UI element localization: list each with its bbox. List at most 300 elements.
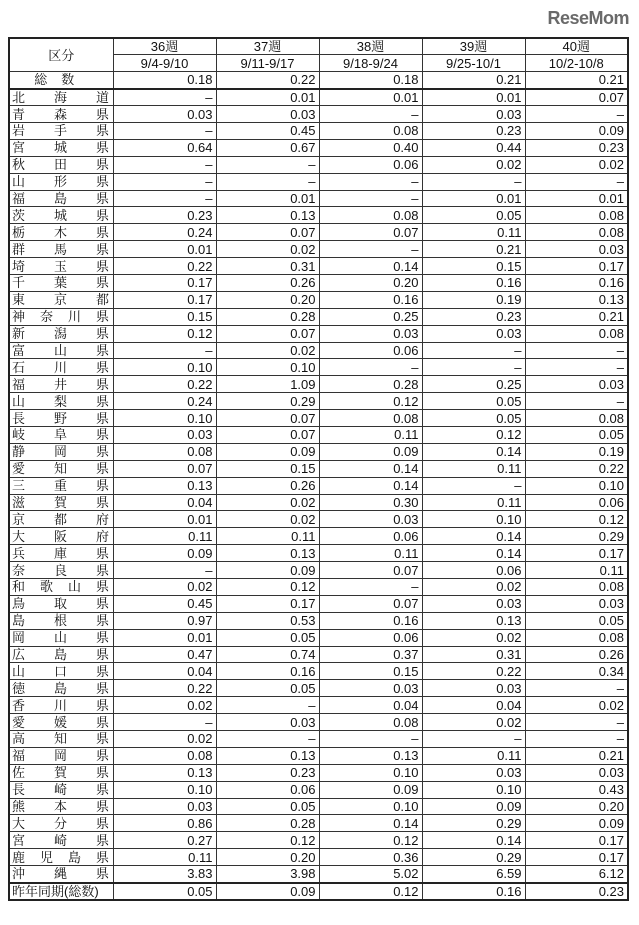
table-row — [9, 612, 628, 629]
prefecture-name: 長崎県 — [12, 782, 138, 798]
prefecture-name: 和歌山県 — [12, 579, 124, 595]
prefecture-name: 山梨県 — [12, 393, 138, 409]
prefecture-name: 宮城県 — [12, 140, 138, 156]
rate-value: 0.10 — [113, 781, 216, 798]
prefecture-name: 岡山県 — [12, 630, 138, 646]
rate-value: 0.21 — [422, 241, 525, 258]
rate-value: 0.13 — [113, 477, 216, 494]
rate-value: 0.16 — [319, 291, 422, 308]
rate-value: 0.44 — [422, 139, 525, 156]
rate-value: 0.01 — [422, 89, 525, 106]
rate-value: 0.13 — [216, 545, 319, 562]
prefecture-name: 徳島県 — [12, 680, 138, 696]
rate-value: – — [422, 477, 525, 494]
rate-value: 0.03 — [319, 680, 422, 697]
rate-value: 0.26 — [216, 477, 319, 494]
table-row — [9, 173, 628, 190]
rate-value: 0.07 — [216, 224, 319, 241]
rate-value: 0.03 — [422, 595, 525, 612]
prefecture-name: 山口県 — [12, 663, 138, 679]
week-header: 37週 — [216, 38, 319, 55]
rate-value: 0.28 — [319, 376, 422, 393]
prefecture-cell — [9, 156, 138, 173]
rate-value: 0.20 — [216, 291, 319, 308]
rate-value: 0.09 — [319, 781, 422, 798]
prefecture-cell — [9, 207, 138, 224]
prefecture-name: 石川県 — [12, 359, 138, 375]
prefecture-name: 秋田県 — [12, 157, 138, 173]
rate-value: 0.24 — [113, 393, 216, 410]
prefecture-cell — [9, 342, 138, 359]
influenza-report-table — [8, 37, 629, 901]
rate-value: 0.25 — [422, 376, 525, 393]
rate-value: 0.16 — [319, 612, 422, 629]
rate-value: 0.06 — [422, 562, 525, 579]
rate-value: 0.11 — [422, 747, 525, 764]
prefecture-cell — [9, 477, 138, 494]
prefecture-name: 沖縄県 — [12, 866, 138, 882]
rate-value: 0.10 — [525, 477, 628, 494]
rate-value: 0.11 — [422, 494, 525, 511]
rate-value: 0.17 — [525, 849, 628, 866]
rate-value: 0.11 — [319, 426, 422, 443]
table-row — [9, 190, 628, 207]
prefecture-name: 広島県 — [12, 647, 138, 662]
rate-value: 0.02 — [113, 731, 216, 748]
rate-value: 0.16 — [422, 274, 525, 291]
rate-value: 0.07 — [216, 410, 319, 427]
rate-value: – — [525, 106, 628, 123]
prefecture-cell — [9, 122, 138, 139]
rate-value: 6.12 — [525, 866, 628, 883]
rate-value: 0.12 — [113, 325, 216, 342]
prefecture-name: 群馬県 — [12, 241, 138, 257]
rate-value: 0.37 — [319, 646, 422, 663]
rate-value: 0.29 — [422, 849, 525, 866]
table-row — [9, 562, 628, 579]
table-row — [9, 849, 628, 866]
rate-value: 0.01 — [113, 241, 216, 258]
rate-value: 0.29 — [216, 393, 319, 410]
rate-value: 0.14 — [422, 545, 525, 562]
rate-value: 0.08 — [319, 410, 422, 427]
rate-value: 0.74 — [216, 646, 319, 663]
rate-value: 0.23 — [525, 139, 628, 156]
rate-value: 0.23 — [422, 122, 525, 139]
week-header: 38週 — [319, 38, 422, 55]
rate-value: 0.03 — [216, 714, 319, 731]
rate-value: 0.23 — [422, 308, 525, 325]
rate-value: 3.83 — [113, 866, 216, 883]
rate-value: 0.11 — [216, 528, 319, 545]
rate-value: – — [319, 173, 422, 190]
table-row — [9, 747, 628, 764]
rate-value: 0.08 — [319, 122, 422, 139]
prefecture-cell — [9, 241, 138, 258]
rate-value: 0.04 — [422, 697, 525, 714]
rate-value: 0.28 — [216, 308, 319, 325]
rate-value: 0.22 — [113, 680, 216, 697]
total-row — [9, 72, 628, 89]
prefecture-name: 新潟県 — [12, 326, 138, 342]
table-row — [9, 274, 628, 291]
prefecture-cell — [9, 731, 138, 748]
rate-value: 0.08 — [525, 325, 628, 342]
prefecture-cell — [9, 308, 124, 325]
rate-value: 0.12 — [319, 832, 422, 849]
prefecture-name: 埼玉県 — [12, 258, 138, 274]
prefecture-cell — [9, 376, 138, 393]
table-row — [9, 106, 628, 123]
rate-value: 0.08 — [525, 629, 628, 646]
rate-value: 0.09 — [216, 443, 319, 460]
prefecture-name: 佐賀県 — [12, 765, 138, 781]
prefecture-name: 静岡県 — [12, 444, 138, 460]
rate-value: – — [113, 190, 216, 207]
rate-value: 0.34 — [525, 663, 628, 680]
prefecture-name: 高知県 — [12, 731, 138, 747]
rate-value: 0.53 — [216, 612, 319, 629]
rate-value: 0.05 — [216, 798, 319, 815]
rate-value: 0.03 — [525, 764, 628, 781]
prefecture-name: 神奈川県 — [12, 309, 124, 325]
date-range-header: 9/25-10/1 — [422, 55, 525, 72]
rate-value: 0.20 — [319, 274, 422, 291]
watermark-logo: ReseMom — [547, 8, 629, 28]
prefecture-cell — [9, 173, 138, 190]
rate-value: 0.05 — [216, 629, 319, 646]
table-row — [9, 477, 628, 494]
rate-value: 0.08 — [113, 443, 216, 460]
rate-value: 0.09 — [113, 545, 216, 562]
rate-value: 0.43 — [525, 781, 628, 798]
rate-value: 0.17 — [525, 545, 628, 562]
rate-value: 0.13 — [216, 747, 319, 764]
table-row — [9, 697, 628, 714]
table-row — [9, 89, 628, 106]
rate-value: 0.16 — [525, 274, 628, 291]
rate-value: 0.06 — [216, 781, 319, 798]
rate-value: 0.14 — [422, 528, 525, 545]
rate-value: 0.17 — [525, 258, 628, 275]
rate-value: 0.22 — [422, 663, 525, 680]
table-row — [9, 866, 628, 883]
rate-value: 0.64 — [113, 139, 216, 156]
prefecture-name: 岐阜県 — [12, 427, 138, 443]
prefecture-name: 茨城県 — [12, 207, 138, 223]
rate-value: – — [113, 173, 216, 190]
prefecture-name: 大分県 — [12, 815, 138, 831]
rate-value: 0.01 — [216, 190, 319, 207]
prefecture-cell — [9, 443, 138, 460]
prefecture-cell — [9, 714, 138, 731]
table-row — [9, 308, 628, 325]
table-row — [9, 579, 628, 596]
rate-value: 0.03 — [525, 376, 628, 393]
rate-value: 0.31 — [422, 646, 525, 663]
rate-value: – — [319, 731, 422, 748]
total-label: 総数 — [9, 72, 113, 89]
rate-value: 0.26 — [216, 274, 319, 291]
rate-value: 0.07 — [319, 595, 422, 612]
rate-value: 0.08 — [525, 207, 628, 224]
rate-value: – — [319, 241, 422, 258]
rate-value: 0.04 — [113, 663, 216, 680]
rate-value: 0.02 — [525, 697, 628, 714]
rate-value: – — [319, 359, 422, 376]
rate-value: 0.07 — [113, 460, 216, 477]
rate-value: – — [525, 342, 628, 359]
rate-value: 0.30 — [319, 494, 422, 511]
table-row — [9, 342, 628, 359]
rate-value: – — [525, 173, 628, 190]
rate-value: 0.17 — [113, 291, 216, 308]
prefecture-cell — [9, 815, 138, 832]
prefecture-cell — [9, 325, 138, 342]
prefecture-name: 青森県 — [12, 106, 138, 122]
rate-value: 0.23 — [113, 207, 216, 224]
rate-value: 0.03 — [113, 426, 216, 443]
rate-value: 0.27 — [113, 832, 216, 849]
previous-year-value: 0.05 — [113, 883, 216, 900]
prefecture-name: 長野県 — [12, 410, 138, 426]
prefecture-name: 鳥取県 — [12, 596, 138, 612]
table-row — [9, 393, 628, 410]
table-row — [9, 426, 628, 443]
rate-value: 0.03 — [113, 798, 216, 815]
prefecture-cell — [9, 410, 138, 427]
prefecture-name: 愛媛県 — [12, 714, 138, 730]
rate-value: 5.02 — [319, 866, 422, 883]
rate-value: 0.15 — [319, 663, 422, 680]
rate-value: 0.12 — [422, 426, 525, 443]
rate-value: 0.02 — [525, 156, 628, 173]
rate-value: – — [422, 731, 525, 748]
rate-value: 0.08 — [525, 224, 628, 241]
rate-value: – — [216, 697, 319, 714]
rate-value: 0.01 — [422, 190, 525, 207]
table-row — [9, 595, 628, 612]
rate-value: 0.03 — [525, 595, 628, 612]
rate-value: 0.29 — [525, 528, 628, 545]
rate-value: 0.04 — [319, 697, 422, 714]
rate-value: 0.09 — [525, 122, 628, 139]
rate-value: 0.08 — [319, 207, 422, 224]
prefecture-name: 兵庫県 — [12, 545, 138, 561]
rate-value: 0.14 — [422, 443, 525, 460]
rate-value: 0.05 — [422, 207, 525, 224]
rate-value: 0.03 — [113, 106, 216, 123]
table-row — [9, 545, 628, 562]
rate-value: 0.03 — [525, 241, 628, 258]
table-row — [9, 207, 628, 224]
prefecture-name: 熊本県 — [12, 799, 138, 815]
date-range-header: 9/4-9/10 — [113, 55, 216, 72]
prefecture-name: 千葉県 — [12, 275, 138, 291]
total-value: 0.21 — [525, 72, 628, 89]
prefecture-name: 愛知県 — [12, 461, 138, 477]
rate-value: 0.13 — [319, 747, 422, 764]
table-row — [9, 832, 628, 849]
prefecture-name: 京都府 — [12, 511, 138, 527]
rate-value: 0.13 — [525, 291, 628, 308]
prefecture-cell — [9, 528, 138, 545]
rate-value: 0.10 — [319, 798, 422, 815]
rate-value: – — [422, 342, 525, 359]
rate-value: 0.08 — [113, 747, 216, 764]
previous-year-value: 0.23 — [525, 883, 628, 900]
table-row — [9, 680, 628, 697]
rate-value: 0.21 — [525, 308, 628, 325]
rate-value: – — [216, 156, 319, 173]
rate-value: 0.17 — [525, 832, 628, 849]
rate-value: 0.08 — [525, 579, 628, 596]
prefecture-cell — [9, 595, 138, 612]
table-row — [9, 528, 628, 545]
prefecture-cell — [9, 291, 138, 308]
rate-value: 0.11 — [422, 460, 525, 477]
table-row — [9, 764, 628, 781]
rate-value: 0.02 — [216, 511, 319, 528]
rate-value: 0.07 — [216, 426, 319, 443]
rate-value: 0.15 — [422, 258, 525, 275]
rate-value: 0.19 — [422, 291, 525, 308]
prefecture-cell — [9, 190, 138, 207]
rate-value: 0.13 — [113, 764, 216, 781]
rate-value: 0.14 — [422, 832, 525, 849]
table-row — [9, 646, 628, 663]
prefecture-cell — [9, 646, 138, 663]
table-row — [9, 460, 628, 477]
previous-year-value: 0.12 — [319, 883, 422, 900]
total-value: 0.18 — [319, 72, 422, 89]
rate-value: 0.17 — [113, 274, 216, 291]
previous-year-label: 昨年同期(総数) — [9, 883, 113, 900]
prefecture-name: 福島県 — [12, 190, 138, 206]
header-week-row — [9, 38, 628, 55]
prefecture-cell — [9, 832, 138, 849]
rate-value: 0.08 — [319, 714, 422, 731]
table-row — [9, 291, 628, 308]
rate-value: 0.06 — [319, 629, 422, 646]
rate-value: – — [525, 731, 628, 748]
rate-value: 0.06 — [319, 156, 422, 173]
rate-value: 0.21 — [525, 747, 628, 764]
rate-value: – — [422, 359, 525, 376]
table-row — [9, 122, 628, 139]
previous-year-value: 0.16 — [422, 883, 525, 900]
prefecture-cell — [9, 511, 138, 528]
table-row — [9, 258, 628, 275]
prefecture-name: 東京都 — [12, 292, 138, 308]
rate-value: 0.13 — [216, 207, 319, 224]
rate-value: 0.01 — [319, 89, 422, 106]
prefecture-name: 福岡県 — [12, 748, 138, 764]
week-header: 40週 — [525, 38, 628, 55]
prefecture-cell — [9, 866, 138, 883]
prefecture-name: 福井県 — [12, 376, 138, 392]
rate-value: 0.12 — [319, 393, 422, 410]
rate-value: 0.03 — [216, 106, 319, 123]
rate-value: 0.03 — [422, 764, 525, 781]
rate-value: 0.06 — [319, 528, 422, 545]
prefecture-name: 島根県 — [12, 613, 138, 629]
table-row — [9, 663, 628, 680]
rate-value: 0.04 — [113, 494, 216, 511]
prefecture-cell — [9, 680, 138, 697]
prefecture-name: 鹿児島県 — [12, 849, 124, 865]
rate-value: 0.03 — [422, 325, 525, 342]
rate-value: 0.36 — [319, 849, 422, 866]
week-header: 39週 — [422, 38, 525, 55]
prefecture-name: 山形県 — [12, 174, 138, 190]
rate-value: 0.22 — [113, 376, 216, 393]
total-value: 0.21 — [422, 72, 525, 89]
rate-value: 0.10 — [319, 764, 422, 781]
rate-value: 0.08 — [525, 410, 628, 427]
prefecture-cell — [9, 460, 138, 477]
table-row — [9, 410, 628, 427]
rate-value: 0.23 — [216, 764, 319, 781]
rate-value: – — [113, 122, 216, 139]
rate-value: 0.06 — [525, 494, 628, 511]
prefecture-cell — [9, 747, 138, 764]
previous-year-value: 0.09 — [216, 883, 319, 900]
table-row — [9, 156, 628, 173]
rate-value: – — [525, 359, 628, 376]
rate-value: 6.59 — [422, 866, 525, 883]
table-row — [9, 494, 628, 511]
prefecture-cell — [9, 426, 138, 443]
rate-value: – — [113, 342, 216, 359]
rate-value: 0.01 — [113, 629, 216, 646]
date-range-header: 9/11-9/17 — [216, 55, 319, 72]
rate-value: 0.25 — [319, 308, 422, 325]
date-range-header: 10/2-10/8 — [525, 55, 628, 72]
rate-value: 0.97 — [113, 612, 216, 629]
prefecture-cell — [9, 663, 138, 680]
prefecture-cell — [9, 139, 138, 156]
rate-value: 0.14 — [319, 477, 422, 494]
rate-value: 0.22 — [113, 258, 216, 275]
prefecture-cell — [9, 579, 124, 596]
rate-value: 0.47 — [113, 646, 216, 663]
prefecture-name: 栃木県 — [12, 224, 138, 240]
rate-value: 0.01 — [113, 511, 216, 528]
table-row — [9, 798, 628, 815]
rate-value: 0.02 — [113, 579, 216, 596]
rate-value: 0.22 — [525, 460, 628, 477]
prefecture-cell — [9, 106, 138, 123]
rate-value: 0.16 — [216, 663, 319, 680]
rate-value: 0.45 — [216, 122, 319, 139]
rate-value: 0.17 — [216, 595, 319, 612]
rate-value: 0.02 — [216, 241, 319, 258]
rate-value: 0.03 — [422, 106, 525, 123]
rate-value: 0.09 — [216, 562, 319, 579]
rate-value: 0.11 — [113, 528, 216, 545]
rate-value: – — [113, 562, 216, 579]
table-row — [9, 359, 628, 376]
rate-value: 0.03 — [319, 511, 422, 528]
prefecture-cell — [9, 545, 138, 562]
prefecture-cell — [9, 629, 138, 646]
table-row — [9, 443, 628, 460]
rate-value: 0.01 — [525, 190, 628, 207]
previous-year-row — [9, 883, 628, 900]
rate-value: 0.02 — [422, 156, 525, 173]
rate-value: 0.09 — [525, 815, 628, 832]
